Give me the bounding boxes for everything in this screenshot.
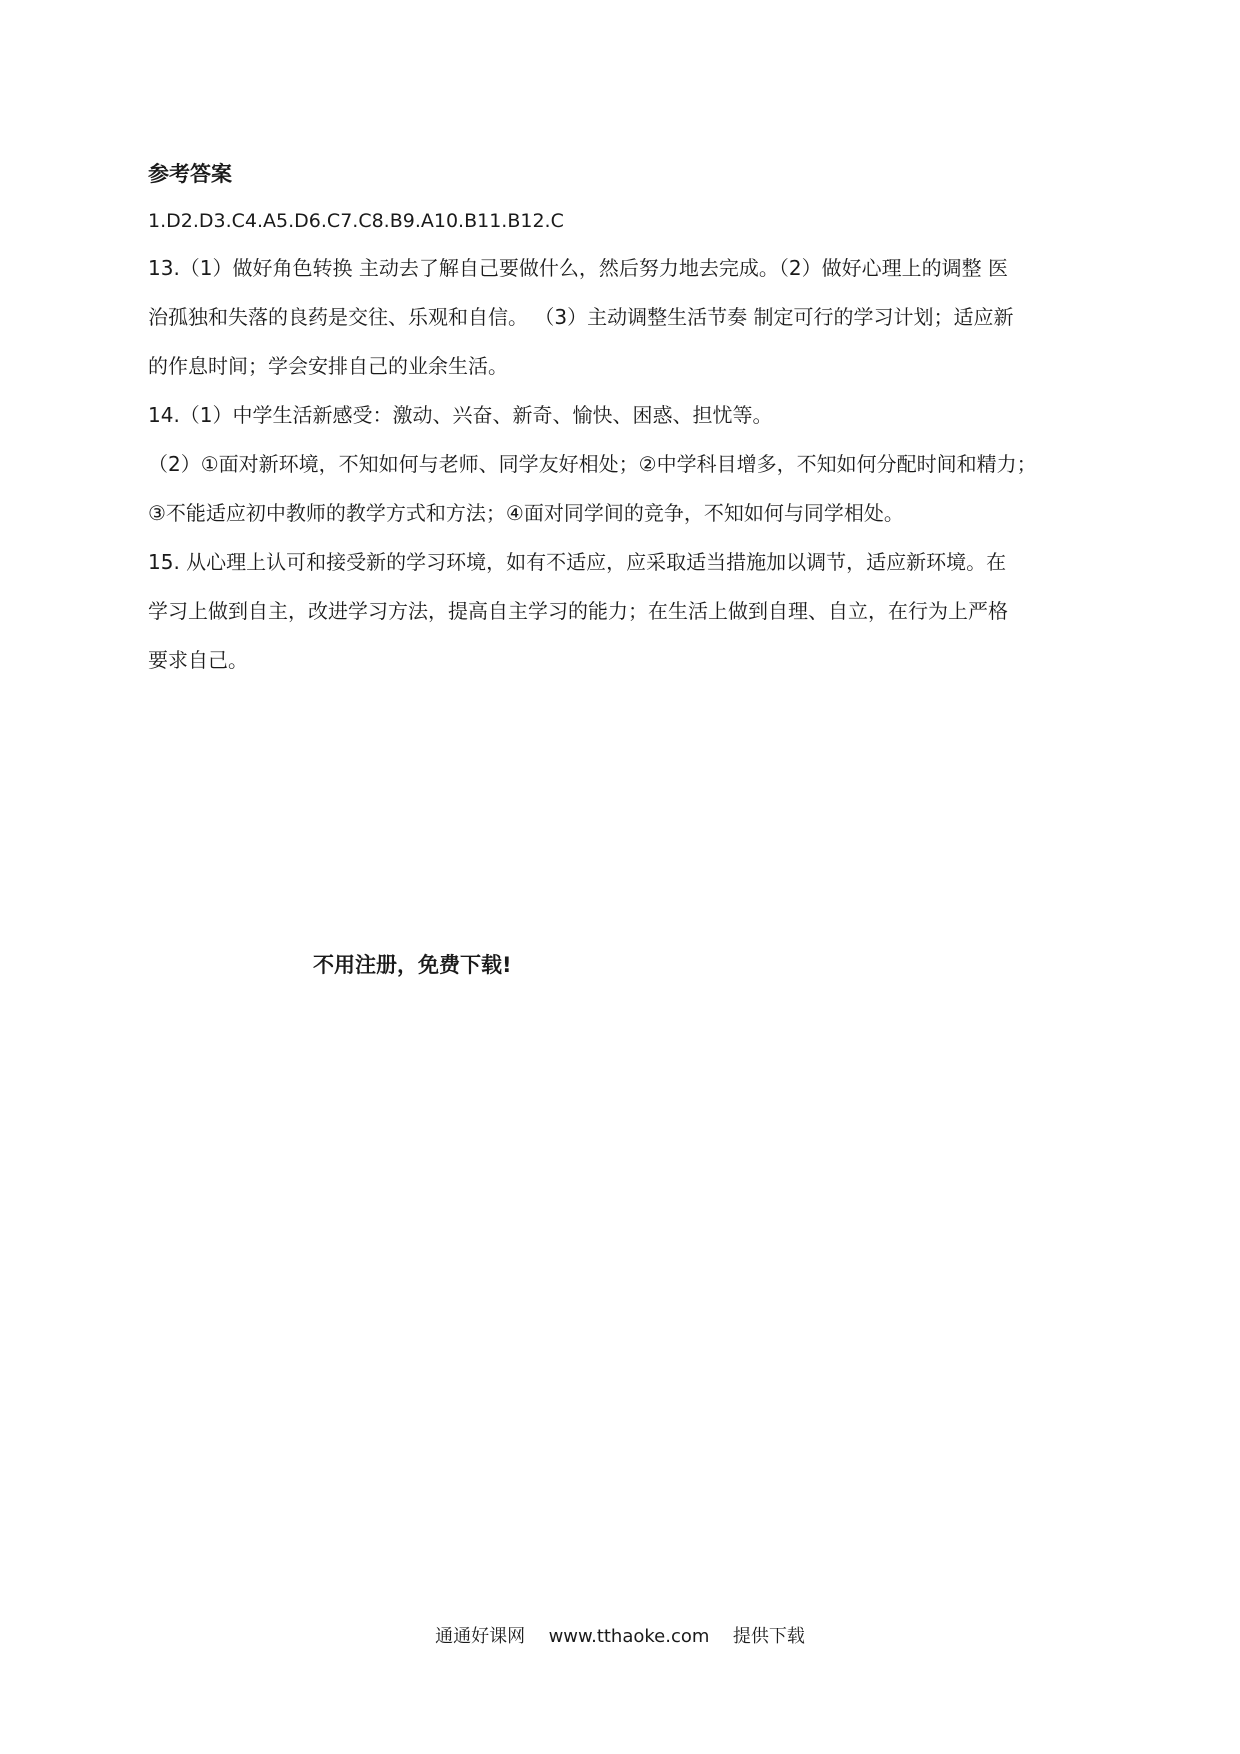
q14-line-3: ③不能适应初中教师的教学方式和方法；④面对同学间的竞争，不知如何与同学相处。 bbox=[148, 501, 904, 525]
q13-line-2: 治孤独和失落的良药是交往、乐观和自信。 （3）主动调整生活节奏 制定可行的学习计划；适应新 bbox=[148, 305, 1014, 329]
q14-line-1: 14.（1）中学生活新感受：激动、兴奋、新奇、愉快、困惑、担忧等。 bbox=[148, 403, 773, 427]
promo-text: 不用注册，免费下载! bbox=[313, 953, 512, 977]
footer-site-url[interactable]: www.tthaoke.com bbox=[548, 1626, 710, 1647]
q13-line-1: 13.（1）做好角色转换 主动去了解自己要做什么，然后努力地去完成。（2）做好心理上的调整 医 bbox=[148, 256, 1008, 280]
q15-line-2: 学习上做到自主，改进学习方法，提高自主学习的能力；在生活上做到自理、自立，在行为上严格 bbox=[148, 599, 1008, 623]
question-14-answer bbox=[148, 391, 1108, 538]
q14-line-2: （2）①面对新环境，不知如何与老师、同学友好相处；②中学科目增多，不知如何分配时间和精力； bbox=[148, 452, 1037, 476]
footer-provide-text: 提供下载 bbox=[732, 1626, 805, 1647]
q13-line-3: 的作息时间；学会安排自己的业余生活。 bbox=[148, 354, 508, 378]
section-heading: 参考答案 bbox=[148, 162, 232, 186]
question-15-answer bbox=[148, 538, 1108, 685]
page-footer bbox=[0, 1622, 1240, 1652]
question-13-answer bbox=[148, 244, 1108, 391]
q15-line-1: 15. 从心理上认可和接受新的学习环境，如有不适应，应采取适当措施加以调节，适应新环境。在 bbox=[148, 550, 1007, 574]
answer-section bbox=[148, 150, 1108, 685]
multiple-choice-answers: 1.D2.D3.C4.A5.D6.C7.C8.B9.A10.B11.B12.C bbox=[148, 210, 564, 232]
footer-site-name: 通通好课网 bbox=[435, 1626, 526, 1647]
q15-line-3: 要求自己。 bbox=[148, 648, 248, 672]
